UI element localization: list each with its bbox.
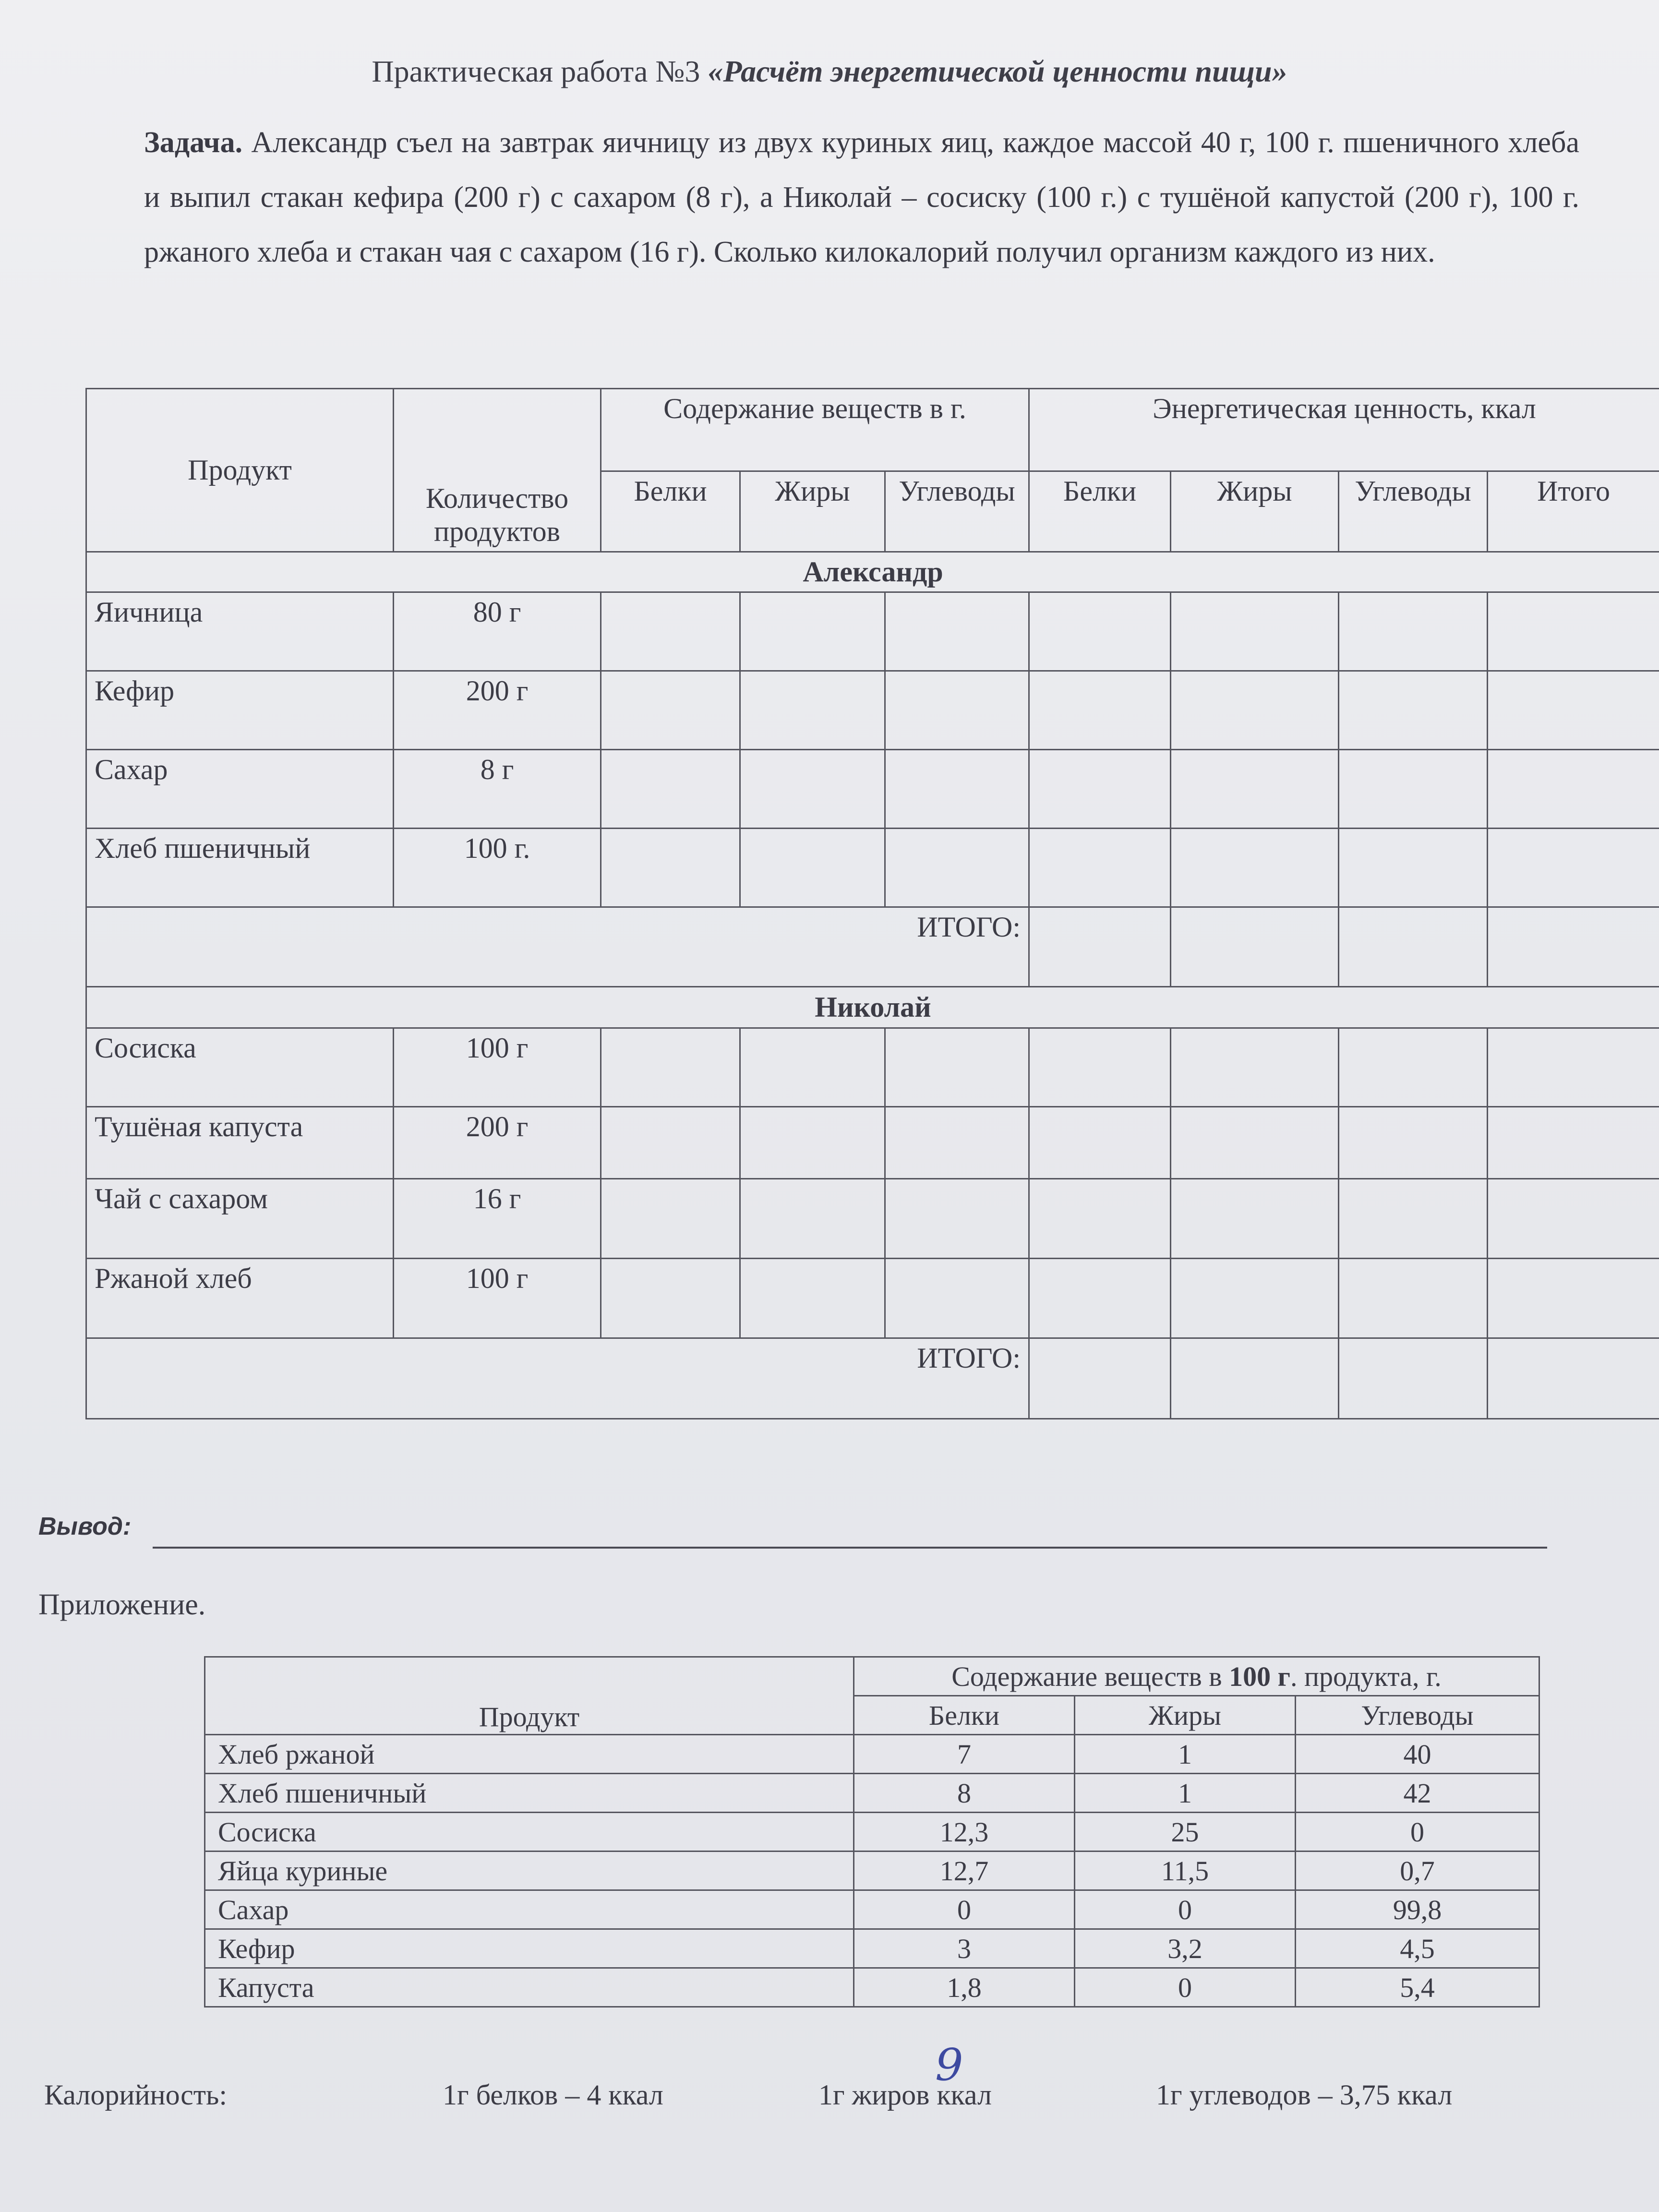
cell-energy-total <box>1488 671 1659 750</box>
table-row <box>86 592 1659 671</box>
table-row <box>205 1813 1539 1851</box>
section-nikolay: Николай <box>86 987 1659 1028</box>
header-energy-carbs: Углеводы <box>1339 471 1488 552</box>
app-proteins: 0 <box>854 1890 1075 1929</box>
cell-energy-fats <box>1171 750 1339 829</box>
app-carbs: 0,7 <box>1296 1851 1539 1890</box>
cell-energy-total <box>1488 1259 1659 1338</box>
header-energy-proteins: Белки <box>1029 471 1171 552</box>
table-row <box>86 1028 1659 1107</box>
cell-energy-carbs <box>1339 829 1488 907</box>
table-row <box>86 671 1659 750</box>
cell-energy-total <box>1488 829 1659 907</box>
header-energy-group: Энергетическая ценность, ккал <box>1029 389 1659 471</box>
app-proteins: 7 <box>854 1735 1075 1774</box>
row-quantity: 200 г <box>394 1107 601 1179</box>
cell-proteins <box>601 829 740 907</box>
cell-energy-fats <box>1171 592 1339 671</box>
cell-energy-carbs <box>1339 1179 1488 1259</box>
cell-proteins <box>601 1259 740 1338</box>
row-quantity: 100 г <box>394 1028 601 1107</box>
app-carbs: 4,5 <box>1296 1929 1539 1968</box>
cell-carbs <box>885 1107 1029 1179</box>
app-header-product: Продукт <box>205 1657 854 1735</box>
cell-energy-proteins <box>1029 1338 1171 1419</box>
header-energy-fats: Жиры <box>1171 471 1339 552</box>
cell-energy-carbs <box>1339 671 1488 750</box>
nutrient-reference-table <box>204 1656 1540 2008</box>
cell-energy-fats <box>1171 1028 1339 1107</box>
cell-energy-total <box>1488 1028 1659 1107</box>
app-carbs: 0 <box>1296 1813 1539 1851</box>
cell-energy-carbs <box>1339 592 1488 671</box>
row-product: Чай с сахаром <box>86 1179 394 1259</box>
app-product: Капуста <box>205 1968 854 2007</box>
cell-energy-proteins <box>1029 829 1171 907</box>
app-product: Сосиска <box>205 1813 854 1851</box>
row-product: Сахар <box>86 750 394 829</box>
cell-fats <box>740 1028 885 1107</box>
row-product: Сосиска <box>86 1028 394 1107</box>
header-product: Продукт <box>86 389 394 552</box>
calories-carbs: 1г углеводов – 3,75 ккал <box>1156 2079 1453 2111</box>
total-label-alexander: ИТОГО: <box>86 907 1029 987</box>
app-carbs: 99,8 <box>1296 1890 1539 1929</box>
handwritten-note: 9 <box>935 2039 963 2091</box>
cell-energy-fats <box>1171 1107 1339 1179</box>
cell-fats <box>740 1259 885 1338</box>
appendix-label: Приложение. <box>38 1588 206 1621</box>
app-product: Кефир <box>205 1929 854 1968</box>
cell-proteins <box>601 1107 740 1179</box>
app-header-group-suffix: . продукта, г. <box>1290 1660 1442 1692</box>
cell-energy-fats <box>1171 1259 1339 1338</box>
row-quantity: 200 г <box>394 671 601 750</box>
cell-fats <box>740 671 885 750</box>
cell-energy-proteins <box>1029 1028 1171 1107</box>
conclusion-label: Вывод: <box>38 1513 132 1540</box>
cell-energy-carbs <box>1339 907 1488 987</box>
cell-carbs <box>885 1259 1029 1338</box>
cell-fats <box>740 1107 885 1179</box>
header-content-group: Содержание веществ в г. <box>601 389 1029 471</box>
app-header-proteins: Белки <box>854 1696 1075 1735</box>
app-header-group-bold: 100 г <box>1229 1660 1290 1692</box>
cell-energy-proteins <box>1029 592 1171 671</box>
cell-energy-proteins <box>1029 1179 1171 1259</box>
cell-energy-fats <box>1171 671 1339 750</box>
row-product: Хлеб пшеничный <box>86 829 394 907</box>
row-product: Яичница <box>86 592 394 671</box>
energy-calculation-table <box>85 388 1659 1419</box>
cell-energy-total <box>1488 750 1659 829</box>
header-quantity: Количество продуктов <box>394 389 601 552</box>
cell-fats <box>740 829 885 907</box>
cell-carbs <box>885 1028 1029 1107</box>
cell-energy-fats <box>1171 829 1339 907</box>
app-proteins: 8 <box>854 1774 1075 1813</box>
cell-energy-proteins <box>1029 750 1171 829</box>
row-product: Кефир <box>86 671 394 750</box>
row-quantity: 100 г. <box>394 829 601 907</box>
app-product: Хлеб ржаной <box>205 1735 854 1774</box>
cell-fats <box>740 592 885 671</box>
cell-proteins <box>601 1028 740 1107</box>
cell-energy-fats <box>1171 1179 1339 1259</box>
app-fats: 0 <box>1075 1890 1296 1929</box>
title-prefix: Практическая работа №3 <box>372 54 708 88</box>
row-quantity: 100 г <box>394 1259 601 1338</box>
cell-carbs <box>885 829 1029 907</box>
app-header-fats: Жиры <box>1075 1696 1296 1735</box>
app-fats: 1 <box>1075 1735 1296 1774</box>
page-title <box>0 54 1659 89</box>
cell-energy-fats <box>1171 1338 1339 1419</box>
total-row <box>86 1338 1659 1419</box>
calories-proteins: 1г белков – 4 ккал <box>443 2079 663 2111</box>
cell-energy-total <box>1488 1179 1659 1259</box>
app-header-carbs: Углеводы <box>1296 1696 1539 1735</box>
table-row <box>205 1735 1539 1774</box>
cell-energy-carbs <box>1339 1107 1488 1179</box>
app-fats: 0 <box>1075 1968 1296 2007</box>
row-product: Тушёная капуста <box>86 1107 394 1179</box>
header-energy-total: Итого <box>1488 471 1659 552</box>
app-product: Сахар <box>205 1890 854 1929</box>
conclusion-answer-line[interactable] <box>153 1547 1547 1549</box>
task-text: Александр съел на завтрак яичницу из двух куриных яиц, каждое массой 40 г, 100 г. пшеничного хлеба и выпил стакан кефира (200 г) с сахаром (8 г), а Николай – сосиску (100 г.) с тушёной капустой (200 г), 100 г. ржаного хлеба и стакан чая с сахаром (16 г). Сколько килокалорий получил организм каждого из них. <box>144 126 1579 268</box>
app-proteins: 12,3 <box>854 1813 1075 1851</box>
cell-energy-total <box>1488 592 1659 671</box>
cell-fats <box>740 1179 885 1259</box>
table-row <box>86 1107 1659 1179</box>
cell-proteins <box>601 1179 740 1259</box>
app-carbs: 5,4 <box>1296 1968 1539 2007</box>
cell-carbs <box>885 1179 1029 1259</box>
cell-carbs <box>885 592 1029 671</box>
row-quantity: 16 г <box>394 1179 601 1259</box>
app-fats: 3,2 <box>1075 1929 1296 1968</box>
header-carbs: Углеводы <box>885 471 1029 552</box>
cell-energy-proteins <box>1029 907 1171 987</box>
row-product: Ржаной хлеб <box>86 1259 394 1338</box>
table-row <box>205 1774 1539 1813</box>
cell-energy-carbs <box>1339 1259 1488 1338</box>
cell-energy-carbs <box>1339 1028 1488 1107</box>
app-header-group-prefix: Содержание веществ в <box>951 1660 1229 1692</box>
app-carbs: 40 <box>1296 1735 1539 1774</box>
app-carbs: 42 <box>1296 1774 1539 1813</box>
section-alexander: Александр <box>86 552 1659 592</box>
app-proteins: 1,8 <box>854 1968 1075 2007</box>
header-fats: Жиры <box>740 471 885 552</box>
app-proteins: 3 <box>854 1929 1075 1968</box>
cell-energy-proteins <box>1029 1259 1171 1338</box>
app-fats: 11,5 <box>1075 1851 1296 1890</box>
task-label: Задача. <box>144 126 243 159</box>
table-row <box>86 1259 1659 1338</box>
cell-energy-proteins <box>1029 1107 1171 1179</box>
cell-carbs <box>885 671 1029 750</box>
app-product: Яйца куриные <box>205 1851 854 1890</box>
table-row <box>86 829 1659 907</box>
calories-label: Калорийность: <box>44 2079 228 2111</box>
app-fats: 25 <box>1075 1813 1296 1851</box>
table-row <box>86 750 1659 829</box>
cell-energy-carbs <box>1339 1338 1488 1419</box>
row-quantity: 8 г <box>394 750 601 829</box>
app-fats: 1 <box>1075 1774 1296 1813</box>
table-row <box>205 1968 1539 2007</box>
cell-energy-total <box>1488 1338 1659 1419</box>
table-row <box>205 1890 1539 1929</box>
row-quantity: 80 г <box>394 592 601 671</box>
app-product: Хлеб пшеничный <box>205 1774 854 1813</box>
cell-energy-carbs <box>1339 750 1488 829</box>
header-proteins: Белки <box>601 471 740 552</box>
cell-proteins <box>601 671 740 750</box>
cell-energy-fats <box>1171 907 1339 987</box>
app-header-group <box>854 1657 1539 1696</box>
total-label-nikolay: ИТОГО: <box>86 1338 1029 1419</box>
cell-carbs <box>885 750 1029 829</box>
task-statement <box>144 115 1579 279</box>
table-row <box>205 1851 1539 1890</box>
cell-proteins <box>601 592 740 671</box>
cell-energy-total <box>1488 1107 1659 1179</box>
title-topic: «Расчёт энергетической ценности пищи» <box>708 54 1287 88</box>
app-proteins: 12,7 <box>854 1851 1075 1890</box>
table-row <box>205 1929 1539 1968</box>
cell-energy-proteins <box>1029 671 1171 750</box>
total-row <box>86 907 1659 987</box>
cell-fats <box>740 750 885 829</box>
calories-fats: 1г жиров ккал <box>818 2079 992 2111</box>
cell-energy-total <box>1488 907 1659 987</box>
cell-proteins <box>601 750 740 829</box>
table-row <box>86 1179 1659 1259</box>
